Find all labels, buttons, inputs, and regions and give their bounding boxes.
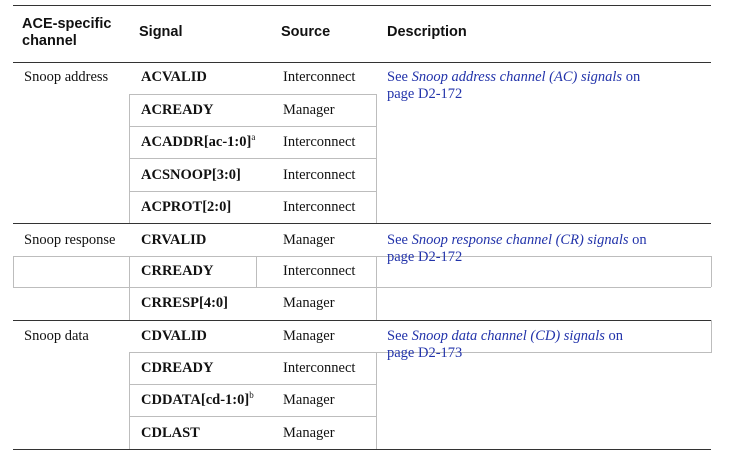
signal-name: ACVALID [141, 69, 207, 85]
row-divider [129, 191, 376, 192]
row-divider [129, 158, 376, 159]
desc-prefix: See [387, 328, 412, 344]
signal-name [141, 134, 255, 151]
source-value: Manager [283, 295, 335, 311]
column-divider [376, 94, 377, 223]
description-link[interactable] [387, 69, 687, 103]
signal-name: CRREADY [141, 263, 214, 279]
signal-name: ACPROT[2:0] [141, 199, 232, 215]
desc-suffix: on [628, 232, 647, 248]
table-bottom-rule [13, 449, 711, 450]
signal-text: CDDATA[cd-1:0] [141, 392, 250, 408]
desc-page-ref[interactable]: page D2-173 [387, 345, 463, 361]
table-top-rule [13, 5, 711, 6]
description-link[interactable] [387, 232, 687, 266]
header-bottom-rule [13, 62, 711, 63]
header-signal: Signal [139, 24, 183, 40]
signal-name: ACSNOOP[3:0] [141, 167, 241, 183]
footnote-marker: a [251, 132, 256, 143]
column-divider [129, 94, 130, 223]
source-value: Interconnect [283, 199, 356, 215]
row-divider [129, 94, 376, 95]
source-value: Interconnect [283, 167, 356, 183]
signal-name: CDLAST [141, 425, 200, 441]
channel-name: Snoop data [24, 328, 89, 344]
header-description: Description [387, 24, 467, 40]
row-divider [129, 126, 376, 127]
source-value: Manager [283, 425, 335, 441]
group-divider-2 [13, 320, 711, 321]
signal-name: ACREADY [141, 102, 214, 118]
column-divider [376, 352, 377, 449]
desc-link-text[interactable]: Snoop address channel (AC) signals [411, 69, 623, 85]
desc-page-ref[interactable]: page D2-172 [387, 86, 463, 102]
row-divider [129, 416, 376, 417]
row-divider [129, 384, 376, 385]
signal-name: CDVALID [141, 328, 207, 344]
desc-link-text[interactable]: Snoop data channel (CD) signals [411, 328, 605, 344]
header-channel-line2: channel [22, 33, 77, 49]
footnote-marker: b [249, 390, 254, 401]
header-source: Source [281, 24, 331, 40]
column-divider [376, 256, 377, 320]
signal-text: ACADDR[ac-1:0] [141, 134, 252, 150]
column-divider [711, 320, 712, 353]
signal-name: CRRESP[4:0] [141, 295, 228, 311]
column-divider [129, 352, 130, 449]
group-divider-1 [13, 223, 711, 224]
desc-page-ref[interactable]: page D2-172 [387, 249, 463, 265]
channel-name: Snoop address [24, 69, 109, 85]
desc-link-text[interactable]: Snoop response channel (CR) signals [411, 232, 629, 248]
signal-name: CRVALID [141, 232, 207, 248]
column-divider [256, 256, 257, 288]
source-value: Manager [283, 102, 335, 118]
description-link[interactable] [387, 328, 687, 362]
source-value: Interconnect [283, 69, 356, 85]
source-value: Interconnect [283, 360, 356, 376]
desc-suffix: on [604, 328, 624, 344]
source-value: Manager [283, 392, 335, 408]
signal-name: CDREADY [141, 360, 214, 376]
desc-suffix: on [622, 69, 641, 85]
desc-prefix: See [387, 69, 412, 85]
column-divider [129, 256, 130, 320]
row-divider [13, 287, 711, 288]
channel-name: Snoop response [24, 232, 116, 248]
column-divider [711, 256, 712, 287]
source-value: Interconnect [283, 134, 356, 150]
source-value: Interconnect [283, 263, 356, 279]
source-value: Manager [283, 232, 335, 248]
header-channel-line1: ACE-specific [22, 16, 112, 32]
desc-prefix: See [387, 232, 412, 248]
source-value: Manager [283, 328, 335, 344]
column-divider [13, 256, 14, 287]
header-channel [22, 16, 111, 50]
signal-name [141, 392, 254, 409]
